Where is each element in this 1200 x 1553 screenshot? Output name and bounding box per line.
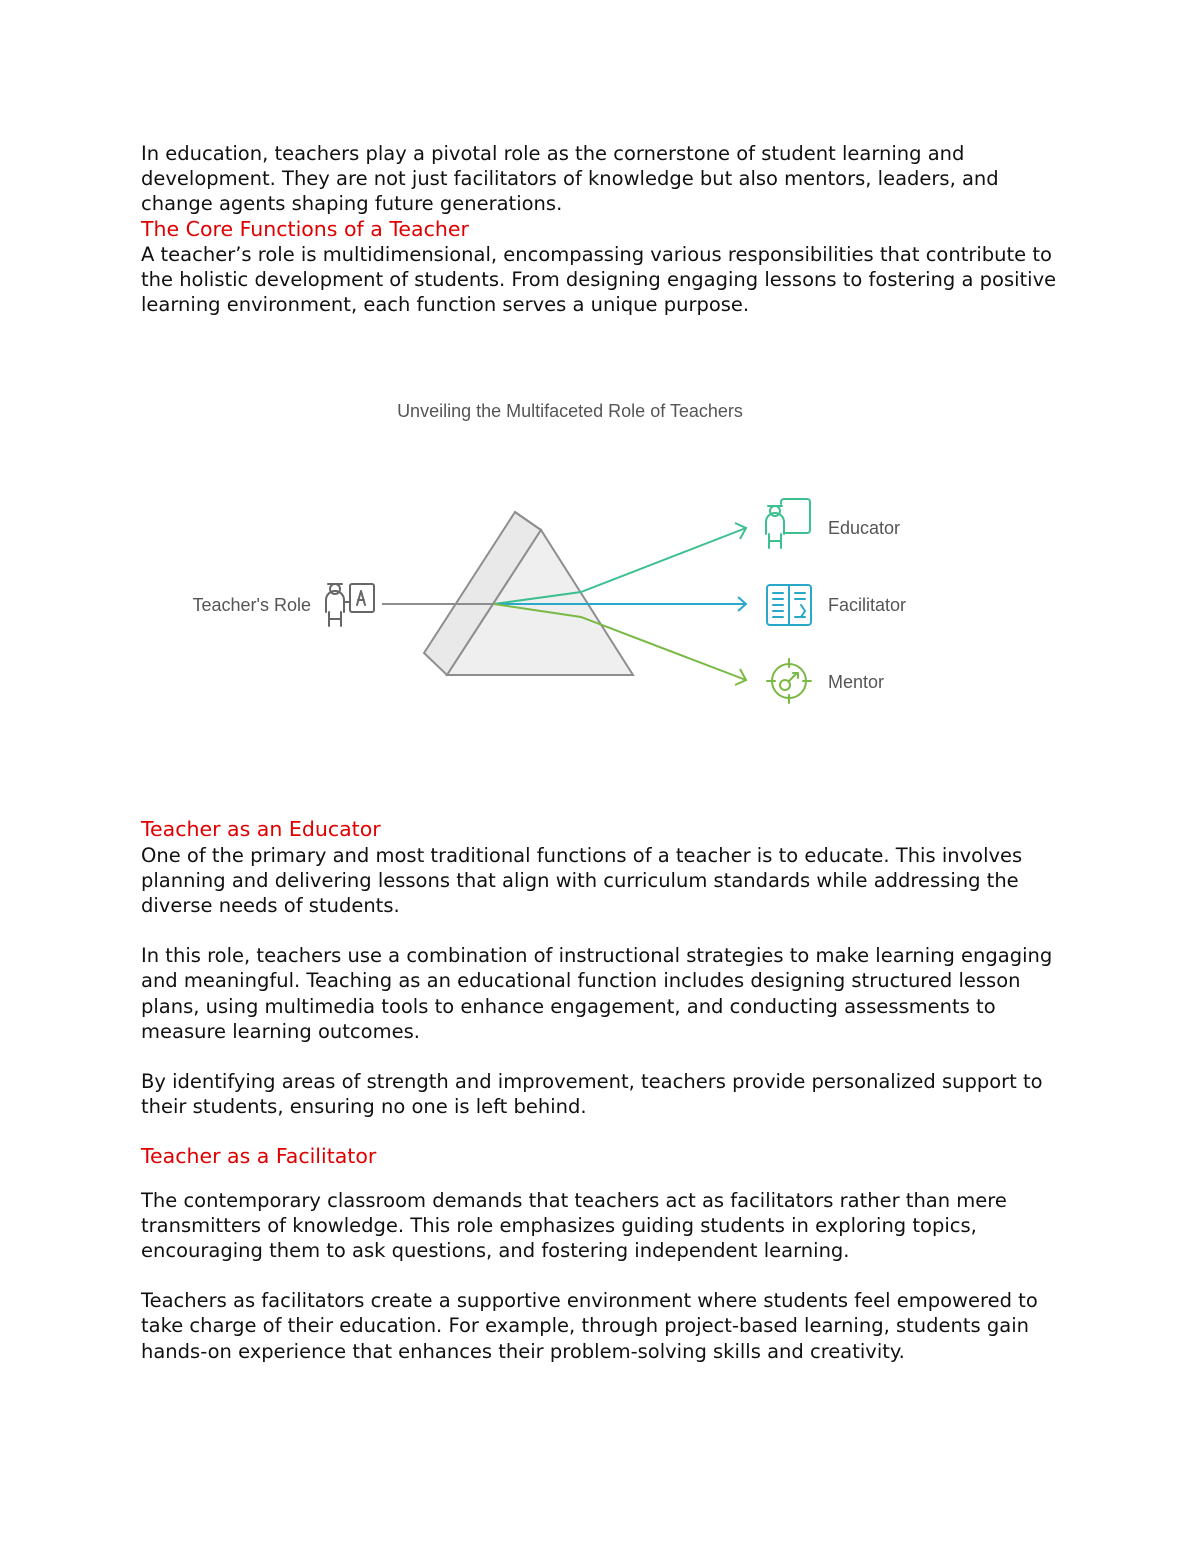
core-functions-paragraph: A teacher’s role is multidimensional, encompassing various responsibilities that contribute to the holistic development of students. From designing engaging lessons to fostering a positive learning environment, each function serves a unique purpose. xyxy=(141,242,1057,317)
facilitator-icon xyxy=(767,585,811,625)
educator-icon xyxy=(766,499,810,548)
mentor-label: Mentor xyxy=(828,672,885,693)
educator-paragraph-1: One of the primary and most traditional functions of a teacher is to educate. This involves planning and delivering lessons that align with curriculum standards while addressing the diverse needs of students. xyxy=(141,843,1023,918)
teacher-board-icon xyxy=(326,584,374,626)
educator-paragraph-2: In this role, teachers use a combination of instructional strategies to make learning engaging and meaningful. Teaching as an educational function includes designing structured lesson plans, using multimedia tools to enhance engagement, and conducting assessments to measure learning outcomes. xyxy=(141,944,1053,1043)
roles-diagram xyxy=(141,317,1071,817)
educator-heading: Teacher as an Educator xyxy=(141,817,381,842)
diagram-title: Unveiling the Multifaceted Role of Teachers xyxy=(397,401,743,422)
facilitator-paragraph-2: Teachers as facilitators create a supportive environment where students feel empowered to take charge of their education. For example, through project-based learning, students gain hands-on experience that enhances their problem-solving skills and creativity. xyxy=(141,1289,1038,1363)
source-label: Teacher's Role xyxy=(192,595,311,616)
prism-shape xyxy=(424,512,633,675)
intro-paragraph: In education, teachers play a pivotal role as the cornerstone of student learning and development. They are not just facilitators of knowledge but also mentors, leaders, and change agents shaping future generations. xyxy=(141,142,999,216)
prism-diagram-svg xyxy=(141,317,1071,817)
educator-paragraph-3: By identifying areas of strength and improvement, teachers provide personalized support to their students, ensuring no one is left behind. xyxy=(141,1070,1043,1119)
facilitator-paragraph-1: The contemporary classroom demands that teachers act as facilitators rather than mere transmitters of knowledge. This role emphasizes guiding students in exploring topics, encouraging them to ask questions, and fostering independent learning. xyxy=(141,1188,1007,1263)
core-functions-heading: The Core Functions of a Teacher xyxy=(141,216,469,241)
facilitator-heading: Teacher as a Facilitator xyxy=(141,1144,377,1169)
document-body xyxy=(141,141,1071,1364)
educator-label: Educator xyxy=(828,518,901,539)
facilitator-label: Facilitator xyxy=(828,595,907,616)
mentor-target-icon xyxy=(767,659,811,703)
